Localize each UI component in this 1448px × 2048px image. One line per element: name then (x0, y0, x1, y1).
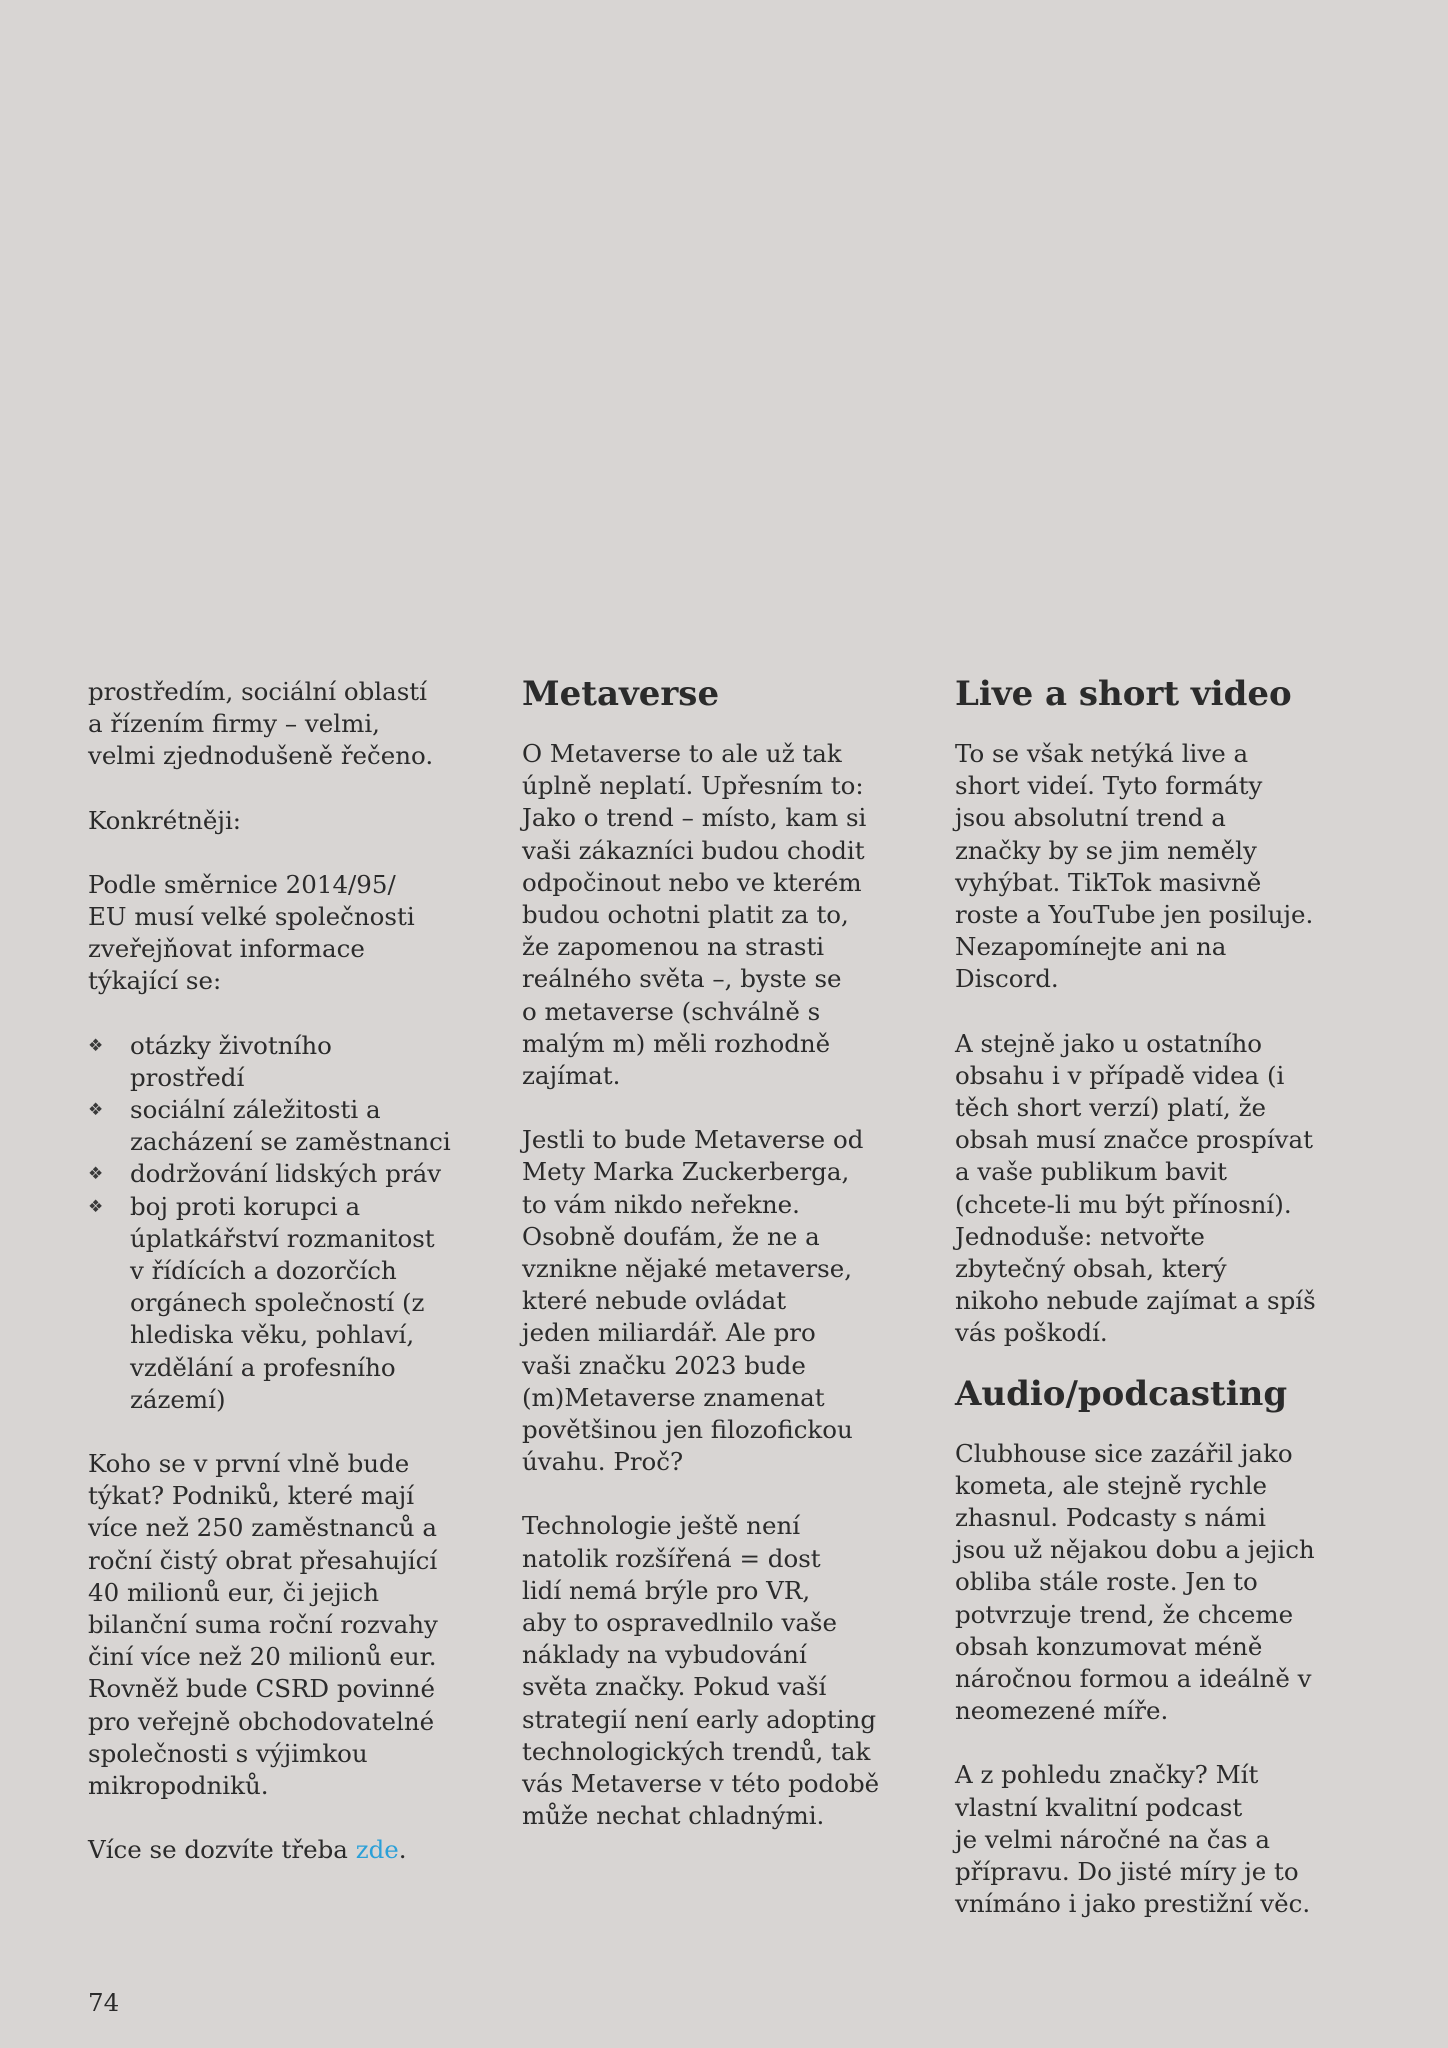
directive-paragraph: Podle směrnice 2014/95/ EU musí velké společnosti zveřejňovat informace týkající se: (88, 869, 415, 996)
more-info-link[interactable]: zde (355, 1835, 399, 1865)
page-number: 74 (88, 1988, 120, 2017)
list-item-text: sociální záležitosti a zacházení se zaměstnanci (130, 1095, 451, 1157)
video-paragraph-1: To se však netýká live a short videí. Tyto formáty jsou absolutní trend a značky by se jim neměly vyhýbat. TikTok masivně roste a YouTube jen posiluje. Nezapomínejte ani na Discord. (955, 739, 1314, 994)
podcast-paragraph-2: A z pohledu značky? Mít vlastní kvalitní podcast je velmi náročné na čas a přípravu. Do jisté míry je to vnímáno i jako prestižní věc. (955, 1760, 1311, 1919)
topics-list (88, 1030, 503, 1416)
more-info-text: Více se dozvíte třeba (88, 1835, 356, 1865)
specifics-label: Konkrétněji: (88, 805, 242, 835)
intro-paragraph: prostředím, sociální oblastí a řízením firmy – velmi, velmi zjednodušeně řečeno. (88, 677, 434, 771)
list-item-text: dodržování lidských práv (130, 1159, 442, 1189)
podcast-paragraph-1: Clubhouse sice zazářil jako kometa, ale stejně rychle zhasnul. Podcasty s námi jsou už nějakou dobu a jejich obliba stále roste. Jen to potvrzuje trend, že chceme obsah konzumovat méně náročnou formou a ideálně v neomezené míře. (955, 1438, 1315, 1726)
live-short-video-heading: Live a short video (955, 674, 1292, 714)
column-1 (88, 676, 503, 1867)
column-2 (522, 676, 942, 1833)
list-item-text: otázky životního prostředí (130, 1030, 332, 1092)
audio-podcasting-heading: Audio/podcasting (955, 1373, 1288, 1414)
more-info-period: . (398, 1835, 407, 1865)
metaverse-paragraph-1: O Metaverse to ale už tak úplně neplatí. Upřesním to: Jako o trend – místo, kam si vaši zákazníci budou chodit odpočinout nebo ve kterém budou ochotni platit za to, že zapomenou na strasti reálného světa –, byste se o metaverse (schválně s malým m) měli rozhodně zajímat. (522, 739, 867, 1091)
list-item (88, 1191, 503, 1416)
metaverse-paragraph-2: Jestli to bude Metaverse od Mety Marka Zuckerberga, to vám nikdo neřekne. Osobně doufám, že ne a vznikne nějaké metaverse, které nebude ovládat jeden miliardář. Ale pro vaši značku 2023 bude (m)Metaverse znamenat povětšinou jen filozofickou úvahu. Proč? (522, 1125, 864, 1477)
diamond-bullet-icon: ❖ (88, 1100, 104, 1121)
metaverse-paragraph-3: Technologie ještě není natolik rozšířená = dost lidí nemá brýle pro VR, aby to ospravedlnilo vaše náklady na vybudování světa značky. Pokud vaší strategií není early adopting technologických trendů, tak vás Metaverse v této podobě může nechat chladnými. (522, 1511, 880, 1831)
diamond-bullet-icon: ❖ (88, 1035, 104, 1056)
column-3 (955, 676, 1395, 1921)
diamond-bullet-icon: ❖ (88, 1164, 104, 1185)
video-paragraph-2: A stejně jako u ostatního obsahu i v případě videa (i těch short verzí) platí, že obsah musí značce prospívat a vaše publikum bavit (chcete-li mu být přínosní). Jednoduše: netvořte zbytečný obsah, který nikoho nebude zajímat a spíš vás poškodí. (955, 1028, 1316, 1348)
who-paragraph: Koho se v první vlně bude týkat? Podniků, které mají více než 250 zaměstnanců a roční čistý obrat přesahující 40 milionů eur, či jejich bilanční suma roční rozvahy činí více než 20 milionů eur. Rovněž bude CSRD povinné pro veřejně obchodovatelné společnosti s výjimkou mikropodniků. (88, 1449, 438, 1801)
more-info-paragraph (88, 1834, 503, 1866)
metaverse-heading: Metaverse (522, 674, 720, 714)
list-item (88, 1158, 503, 1190)
list-item (88, 1030, 503, 1094)
list-item (88, 1094, 503, 1158)
diamond-bullet-icon: ❖ (88, 1196, 104, 1217)
list-item-text: boj proti korupci a úplatkářství rozmanitost v řídících a dozorčích orgánech společností (z hlediska věku, pohlaví, vzdělání a profesního zázemí) (130, 1191, 435, 1414)
